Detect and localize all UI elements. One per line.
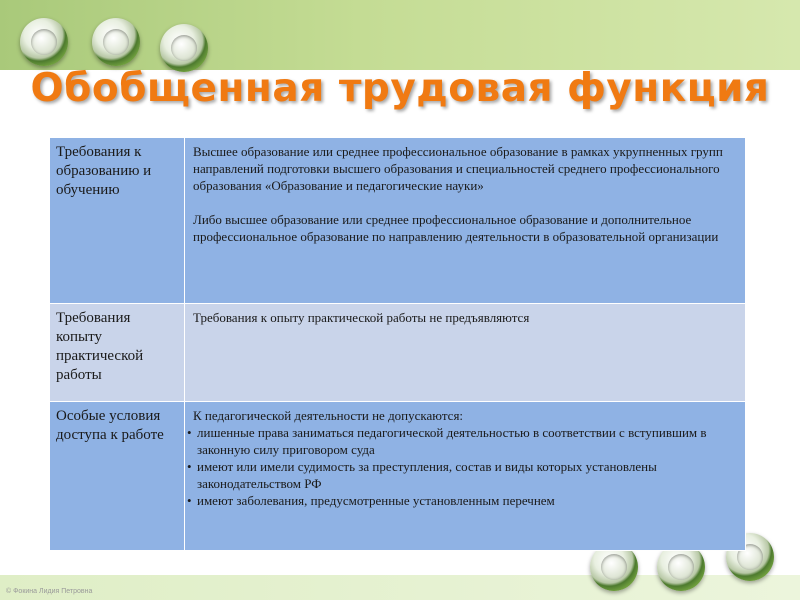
table-row — [50, 304, 746, 402]
slide-title: Обобщенная трудовая функция — [30, 66, 770, 111]
ring-decor-icon — [160, 24, 208, 72]
row-label: Требования копыту практической работы — [56, 310, 144, 383]
copyright-footer: © Фокина Лидия Петровна — [6, 588, 93, 595]
content-intro: К педагогической деятельности не допускаются: — [193, 408, 464, 423]
list-item: • имеют заболевания, предусмотренные установленным перечнем — [187, 492, 739, 509]
restriction-list — [193, 424, 739, 509]
row-content-cell — [185, 138, 746, 304]
row-label: Особые условия доступа к работе — [56, 408, 164, 443]
row-label-cell — [50, 138, 185, 304]
function-table — [49, 137, 746, 551]
row-content-cell — [185, 402, 746, 551]
list-item: • имеют или имели судимость за преступления, состав и виды которых установлены законодательством РФ — [187, 458, 739, 492]
content-paragraph: Либо высшее образование или среднее профессиональное образование и дополнительное профессиональное образование по направлению деятельности в образовательной организации — [193, 212, 719, 244]
table-row — [50, 402, 746, 551]
content-paragraph: Высшее образование или среднее профессиональное образование в рамках укрупненных групп направлений подготовки высшего образования и специальностей среднего профессионального образования «Образование и педагогические науки» — [193, 144, 723, 193]
table-row — [50, 138, 746, 304]
row-label-cell — [50, 304, 185, 402]
content-paragraph: Требования к опыту практической работы не предъявляются — [193, 310, 530, 325]
row-content-cell — [185, 304, 746, 402]
row-label: Требования к образованию и обучению — [56, 144, 152, 198]
ring-decor-icon — [92, 18, 140, 66]
row-label-cell — [50, 402, 185, 551]
list-item: • лишенные права заниматься педагогической деятельностью в соответствии с вступившим в законную силу приговором суда — [187, 424, 739, 458]
ring-decor-icon — [20, 18, 68, 66]
